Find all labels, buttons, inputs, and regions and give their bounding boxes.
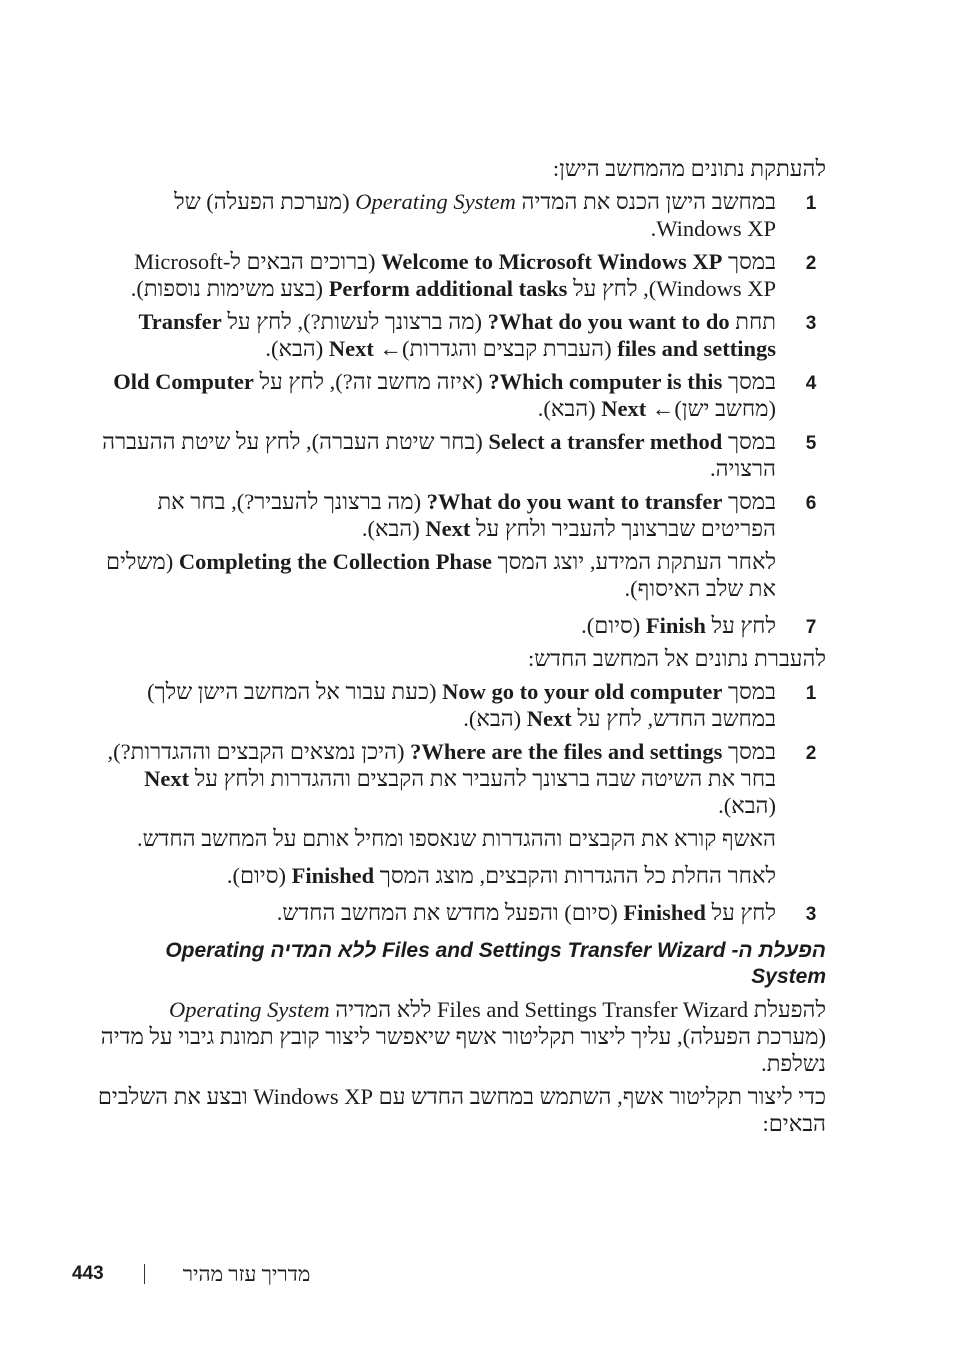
- step-text: במסך Where are the files and settings? (היכן נמצאים הקבצים וההגדרות?), בחר את השיטה שבה ברצונך להעביר את הקבצים וההגדרות ולחץ על Next (הבא).: [107, 739, 776, 818]
- copy-steps-list: [96, 188, 826, 542]
- step-number: 3: [805, 904, 817, 925]
- step-text: במסך Select a transfer method (בחר שיטת העברה), לחץ על שיטת ההעברה הרצויה.: [102, 429, 776, 481]
- step-number: 7: [805, 617, 817, 638]
- step: [96, 488, 826, 542]
- step: [96, 368, 826, 422]
- step-number: 4: [805, 373, 817, 394]
- step-note: האשף קורא את הקבצים וההגדרות שנאספו ומחיל אותם על המחשב החדש.: [136, 826, 776, 851]
- footer-divider: [144, 1264, 145, 1284]
- step-number: 3: [805, 313, 817, 334]
- step-text: במסך What do you want to transfer? (מה ברצונך להעביר?), בחר את הפריטים שברצונך להעביר ולחץ על Next (הבא).: [157, 489, 776, 541]
- footer-title: מדריך עזר מהיר: [182, 1261, 311, 1286]
- step: [96, 738, 826, 819]
- step: [96, 188, 826, 242]
- step: [96, 308, 826, 362]
- step: [96, 899, 826, 926]
- step: [96, 428, 826, 482]
- section-intro-copy-data: להעתקת נתונים מהמחשב הישן:: [552, 156, 826, 181]
- page-number: 443: [72, 1263, 104, 1284]
- step-text: לחץ על Finished (סיום) והפעל מחדש את המחשב החדש.: [276, 900, 776, 925]
- section-heading: הפעלת ה- Files and Settings Transfer Wizard ללא המדיה Operating System: [165, 939, 826, 988]
- section-intro-transfer-data: להעברת נתונים אל המחשב החדש:: [527, 646, 826, 671]
- step-text: במסך Now go to your old computer (כעת עבור אל המחשב הישן שלך) במחשב החדש, לחץ על Next (הבא).: [147, 679, 776, 731]
- step-text: במסך Which computer is this? (איזה מחשב זה?), לחץ על Old Computer (מחשב ישן)← Next (הבא).: [113, 369, 776, 421]
- page-content: [96, 155, 826, 1143]
- step-note: לאחר העתקת המידע, יוצג המסך Completing the Collection Phase (משלים את שלב האיסוף).: [105, 549, 776, 601]
- step-number: 5: [805, 433, 817, 454]
- body-paragraph: כדי ליצור תקליטור אשף, השתמש במחשב החדש עם Windows XP ובצע את השלבים הבאים:: [97, 1084, 826, 1136]
- page-footer: [72, 1259, 310, 1289]
- step-text: לחץ על Finish (סיום).: [581, 613, 776, 638]
- step-note: לאחר החלת כל ההגדרות והקבצים, מוצג המסך Finished (סיום).: [226, 863, 776, 888]
- step: [96, 678, 826, 732]
- step-number: 2: [805, 743, 817, 764]
- step-text: במסך Welcome to Microsoft Windows XP (ברוכים הבאים ל-Microsoft Windows XP), לחץ על Perform additional tasks (בצע משימות נוספות).: [130, 249, 776, 301]
- step-number: 2: [805, 253, 817, 274]
- step: [96, 612, 826, 639]
- step: [96, 248, 826, 302]
- step-text: תחת What do you want to do? (מה ברצונך לעשות?), לחץ על Transfer files and settings (העברת קבצים והגדרות)← Next (הבא).: [138, 309, 776, 361]
- body-paragraph: להפעלת Files and Settings Transfer Wizard ללא המדיה Operating System (מערכת הפעלה), עליך ליצור תקליטור אשף שיאפשר ליצור קובץ תמונת גיבוי על מדיה נשלפת.: [100, 997, 826, 1076]
- step-text: במחשב הישן הכנס את המדיה Operating System (מערכת הפעלה) של Windows XP.: [174, 189, 776, 241]
- step-number: 1: [805, 193, 817, 214]
- transfer-steps-list: [96, 678, 826, 819]
- step-number: 1: [805, 683, 817, 704]
- step-number: 6: [805, 493, 817, 514]
